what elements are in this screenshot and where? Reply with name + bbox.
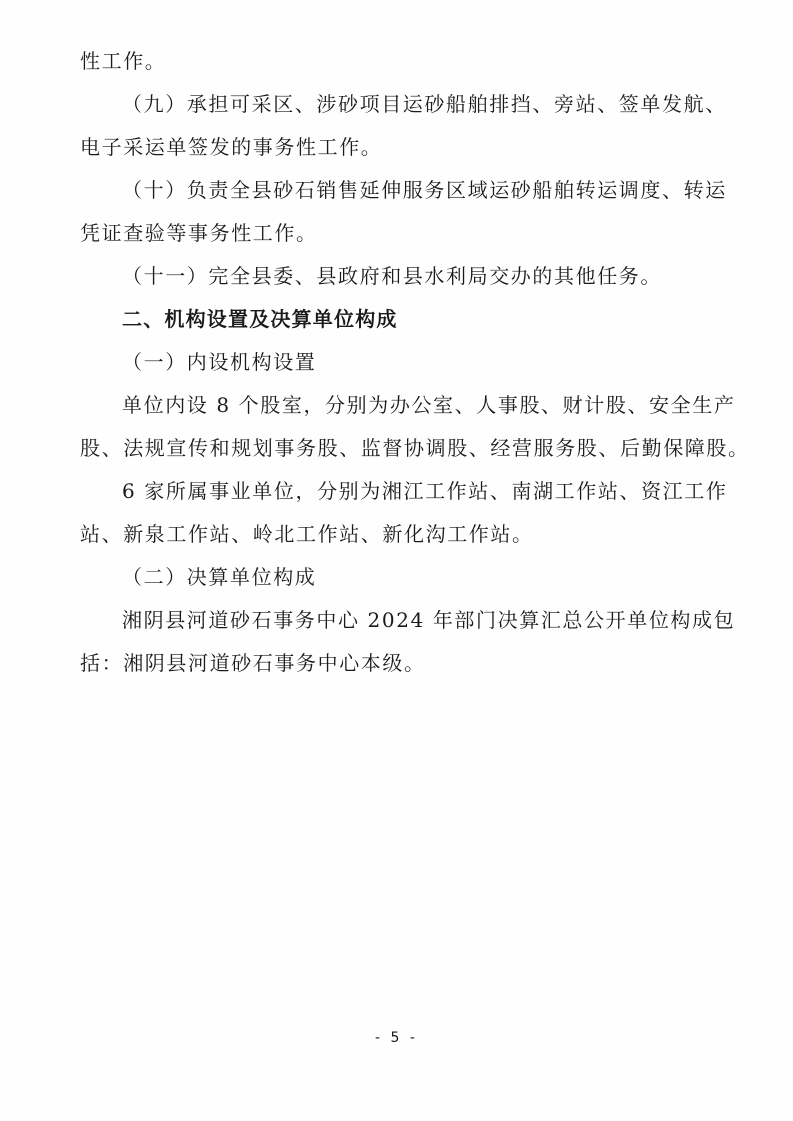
item-nine-line: （九）承担可采区、涉砂项目运砂船舶排挡、旁站、签单发航、 <box>122 92 727 116</box>
subsection-heading-two: （二）决算单位构成 <box>122 565 317 589</box>
internal-departments-line: 单位内设 8 个股室，分别为办公室、人事股、财计股、安全生产 <box>122 393 736 417</box>
item-eleven-line: （十一）完全县委、县政府和县水利局交办的其他任务。 <box>122 264 662 288</box>
item-nine-continuation-line: 电子采运单签发的事务性工作。 <box>80 135 383 159</box>
final-account-units-continuation-line: 括：湘阴县河道砂石事务中心本级。 <box>80 651 426 675</box>
section-heading-two: 二、机构设置及决算单位构成 <box>122 307 398 331</box>
internal-departments-continuation-line: 股、法规宣传和规划事务股、监督协调股、经营服务股、后勤保障股。 <box>80 436 750 460</box>
page-number: - 5 - <box>375 1030 418 1046</box>
document-body <box>80 40 750 685</box>
subsection-heading-one: （一）内设机构设置 <box>122 350 317 374</box>
paragraph-continuation-line: 性工作。 <box>80 49 167 73</box>
item-ten-continuation-line: 凭证查验等事务性工作。 <box>80 221 318 245</box>
final-account-units-line: 湘阴县河道砂石事务中心 2024 年部门决算汇总公开单位构成包 <box>122 608 736 632</box>
affiliated-units-continuation-line: 站、新泉工作站、岭北工作站、新化沟工作站。 <box>80 522 534 546</box>
item-ten-line: （十）负责全县砂石销售延伸服务区域运砂船舶转运调度、转运 <box>122 178 727 202</box>
affiliated-units-line: 6 家所属事业单位，分别为湘江工作站、南湖工作站、资江工作 <box>122 479 728 503</box>
